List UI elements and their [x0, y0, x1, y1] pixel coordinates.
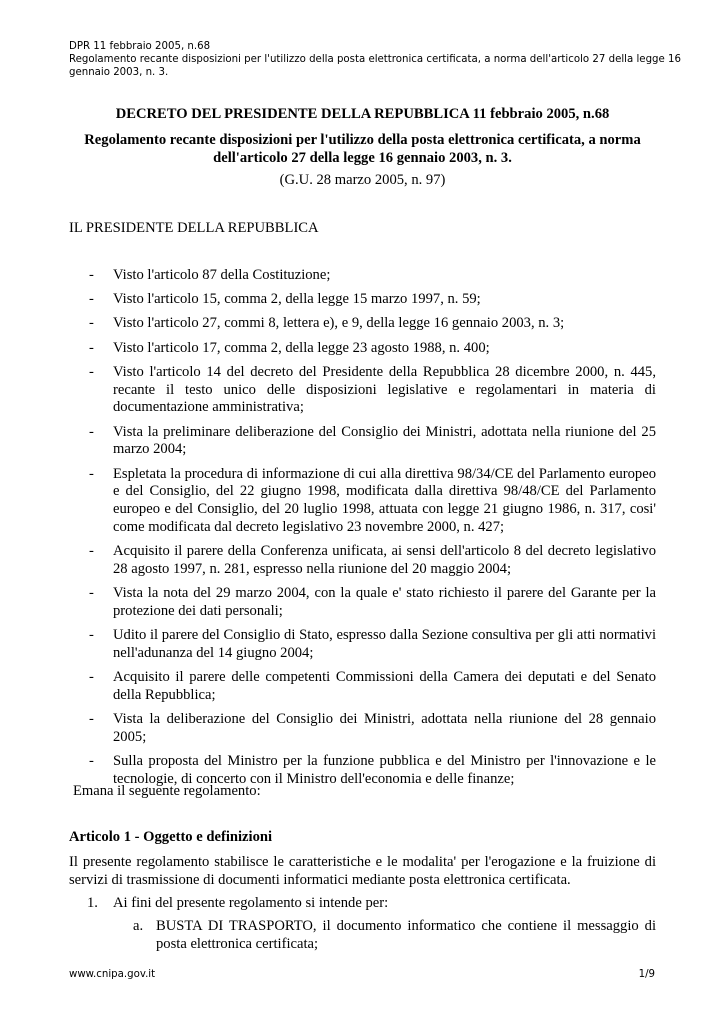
page-number: 1/9: [638, 969, 655, 980]
list-item: [69, 669, 656, 705]
list-item-text: Vista la nota del 29 marzo 2004, con la quale e' stato richiesto il parere del Garante per la protezione dei dati personali;: [113, 585, 656, 619]
list-item: [69, 315, 656, 333]
footer-website: www.cnipa.gov.it: [69, 969, 156, 980]
dash-bullet: -: [89, 267, 94, 283]
list-item: [69, 585, 656, 621]
dash-bullet: -: [89, 753, 94, 770]
dash-bullet: -: [89, 627, 94, 644]
decree-title: DECRETO DEL PRESIDENTE DELLA REPUBBLICA 11 febbraio 2005, n.68: [115, 106, 610, 122]
running-header: [69, 41, 681, 79]
list-item-text: Visto l'articolo 87 della Costituzione;: [113, 267, 331, 283]
list-item: [69, 543, 656, 579]
list-item-text: Sulla proposta del Ministro per la funzione pubblica e del Ministro per l'innovazione e le tecnologie, di concerto con il Ministro dell'economia e delle finanze;: [113, 753, 656, 787]
item-number: 1.: [87, 895, 98, 911]
list-item-text: Vista la preliminare deliberazione del Consiglio dei Ministri, adottata nella riunione del 25 marzo 2004;: [113, 423, 656, 458]
list-item: [69, 364, 656, 417]
list-item-text: Espletata la procedura di informazione di cui alla direttiva 98/34/CE del Parlamento europeo e del Consiglio, del 22 giugno 1998, modificata dalla direttiva 98/48/CE del Parlamento europeo e del Consiglio, del 20 luglio 1998, attuata con legge 21 giugno 1986, n. 317, cosi' come modificata dal decreto legislativo 23 novembre 2000, n. 427;: [113, 465, 656, 535]
decree-subtitle: Regolamento recante disposizioni per l'utilizzo della posta elettronica certificata, a norma dell'articolo 27 della legge 16 gennaio 2003, n. 3.: [84, 132, 641, 166]
dash-bullet: -: [89, 339, 94, 356]
dash-bullet: -: [89, 711, 94, 728]
list-item-text: Vista la deliberazione del Consiglio dei Ministri, adottata nella riunione del 28 gennaio 2005;: [113, 711, 656, 745]
article-1-intro: Il presente regolamento stabilisce le caratteristiche e le modalita' per l'erogazione e la fruizione di servizi di trasmissione di documenti informatici mediante posta elettronica certificata.: [69, 854, 656, 888]
article-1-heading: Articolo 1 - Oggetto e definizioni: [69, 829, 273, 845]
list-item: [69, 466, 656, 537]
list-item: [69, 424, 656, 460]
dash-bullet: -: [89, 291, 94, 308]
dash-bullet: -: [89, 315, 94, 332]
list-item: [69, 711, 656, 747]
list-item: [69, 291, 656, 309]
list-item: [69, 627, 656, 663]
dash-bullet: -: [89, 423, 94, 440]
list-item: [69, 267, 656, 285]
gazette-reference: (G.U. 28 marzo 2005, n. 97): [279, 172, 446, 188]
item-text: Ai fini del presente regolamento si intende per:: [113, 895, 389, 911]
lettered-item-a: [69, 918, 656, 954]
list-item-text: Acquisito il parere della Conferenza unificata, ai sensi dell'articolo 8 del decreto legislativo 28 agosto 1997, n. 281, espresso nella riunione del 20 maggio 2004;: [113, 543, 656, 577]
list-item-text: Visto l'articolo 17, comma 2, della legge 23 agosto 1988, n. 400;: [113, 339, 490, 356]
dash-bullet: -: [89, 669, 94, 686]
president-heading: IL PRESIDENTE DELLA REPUBBLICA: [69, 220, 319, 236]
dash-bullet: -: [89, 363, 94, 380]
list-item-text: Udito il parere del Consiglio di Stato, espresso dalla Sezione consultiva per gli atti normativi nell'adunanza del 14 giugno 2004;: [113, 627, 656, 661]
dash-bullet: -: [89, 585, 94, 602]
considerations-list: [69, 267, 656, 795]
dash-bullet: -: [89, 465, 94, 482]
enactment-clause: Emana il seguente regolamento:: [73, 783, 261, 799]
dash-bullet: -: [89, 543, 94, 560]
list-item: [69, 340, 656, 358]
item-text: BUSTA DI TRASPORTO, il documento informatico che contiene il messaggio di posta elettronica certificata;: [156, 918, 656, 952]
header-line-1: DPR 11 febbraio 2005, n.68: [69, 41, 211, 52]
item-letter: a.: [133, 918, 144, 934]
header-line-2: Regolamento recante disposizioni per l'utilizzo della posta elettronica certificata, a norma dell'articolo 27 della legge 16: [69, 53, 681, 65]
list-item-text: Visto l'articolo 15, comma 2, della legge 15 marzo 1997, n. 59;: [113, 291, 481, 308]
list-item-text: Visto l'articolo 27, commi 8, lettera e), e 9, della legge 16 gennaio 2003, n. 3;: [113, 315, 565, 332]
list-item-text: Visto l'articolo 14 del decreto del Presidente della Repubblica 28 dicembre 2000, n. 445, recante il testo unico delle disposizioni legislative e regolamentari in materia di documentazione amministrativa;: [113, 363, 656, 416]
list-item-text: Acquisito il parere delle competenti Commissioni della Camera dei deputati e del Senato della Repubblica;: [113, 669, 656, 703]
header-line-3: gennaio 2003, n. 3.: [69, 66, 169, 78]
